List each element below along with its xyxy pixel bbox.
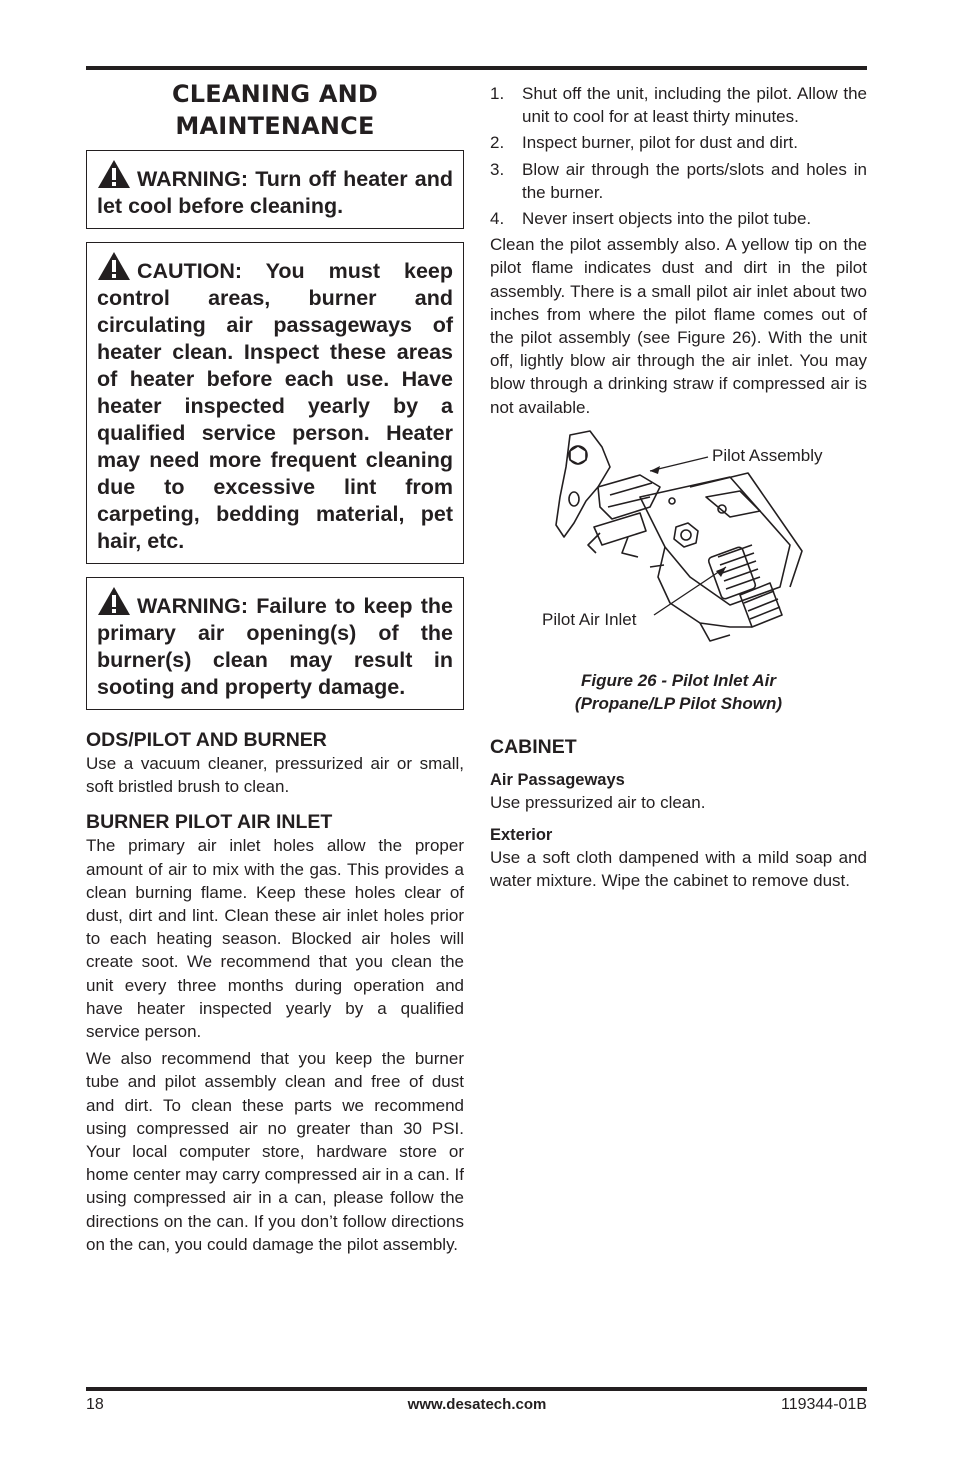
ods-heading: ODS/PILOT AND BURNER	[86, 729, 327, 751]
warning-icon	[97, 586, 131, 616]
air-passageways-heading: Air Passageways	[490, 770, 625, 789]
list-item: 2. Inspect burner, pilot for dust and dirt.	[490, 133, 798, 153]
document-number: 119344-01B	[781, 1396, 867, 1413]
pilot-paragraph: Clean the pilot assembly also. A yellow tip on the pilot flame indicates dust and dirt in the pilot assembly. There is a small pilot air inlet about two inches from where the pilot flame comes out of the pilot assembly (see Figure 26). With the unit off, lightly blow air through the air inlet. You may blow through a drinking straw if compressed air is not available.	[490, 235, 867, 417]
figure-26	[490, 427, 867, 667]
label-pilot-assembly: Pilot Assembly	[712, 445, 823, 465]
burner-pilot-para2: We also recommend that you keep the burner tube and pilot assembly clean and free of dust and dirt. To clean these parts we recommend using compressed air no greater than 30 PSI. Your local computer store, hardware store or home center may carry compressed air in a can. If using compressed air in a can, please follow the directions on the can. If you don’t follow directions on the can, you could damage the pilot assembly.	[86, 1049, 464, 1254]
page-number: 18	[86, 1396, 104, 1413]
page-title: CLEANING AND MAINTENANCE	[171, 80, 378, 140]
caution-text: CAUTION: You must keep control areas, burner and circulating air passageways of heater clean. Inspect these areas of heater before each use. Have heater inspected yearly by a qualified service person. Heater may need more frequent cleaning due to excessive lint from carpeting, bedding material, pet hair, etc.	[97, 259, 453, 553]
warning-box-cool	[86, 150, 464, 229]
top-rule	[86, 66, 867, 70]
cabinet-heading: CABINET	[490, 735, 577, 758]
right-column	[490, 82, 867, 892]
warning-text: WARNING: Turn off heater and let cool before cleaning.	[97, 167, 453, 218]
list-item: 1. Shut off the unit, including the pilot. Allow the unit to cool for at least thirty minutes.	[490, 84, 867, 127]
warning-box-sooting	[86, 577, 464, 710]
list-item: 4. Never insert objects into the pilot tube.	[490, 209, 812, 229]
left-column	[86, 78, 464, 1256]
website-url: www.desatech.com	[407, 1396, 547, 1413]
list-item: 3. Blow air through the ports/slots and holes in the burner.	[490, 159, 867, 202]
exterior-heading: Exterior	[490, 826, 553, 845]
cleaning-steps	[490, 82, 867, 230]
exterior-body: Use a soft cloth dampened with a mild soap and water mixture. Wipe the cabinet to remove dust.	[490, 848, 867, 891]
warning-icon	[97, 251, 131, 281]
burner-pilot-para1: The primary air inlet holes allow the proper amount of air to mix with the gas. This provides a clean burning flame. Keep these holes clear of dust, dirt and lint. Clean these air inlet holes prior to each heating season. Blocked air holes will create soot. We recommend that you clean the unit every three months during operation and have heater inspected yearly by a qualified service person.	[86, 836, 464, 1042]
burner-pilot-heading: BURNER PILOT AIR INLET	[86, 811, 333, 834]
warning-icon	[97, 159, 131, 189]
ods-body: Use a vacuum cleaner, pressurized air or small, soft bristled brush to clean.	[86, 754, 464, 797]
air-passageways-body: Use pressurized air to clean.	[490, 792, 706, 812]
caution-box	[86, 242, 464, 564]
bottom-rule	[86, 1387, 867, 1391]
figure-caption: Figure 26 - Pilot Inlet Air (Propane/LP Pilot Shown)	[574, 670, 783, 713]
label-pilot-air-inlet: Pilot Air Inlet	[542, 609, 637, 629]
warning-text: WARNING: Failure to keep the primary air opening(s) of the burner(s) clean may result in sooting and property damage.	[97, 594, 453, 699]
